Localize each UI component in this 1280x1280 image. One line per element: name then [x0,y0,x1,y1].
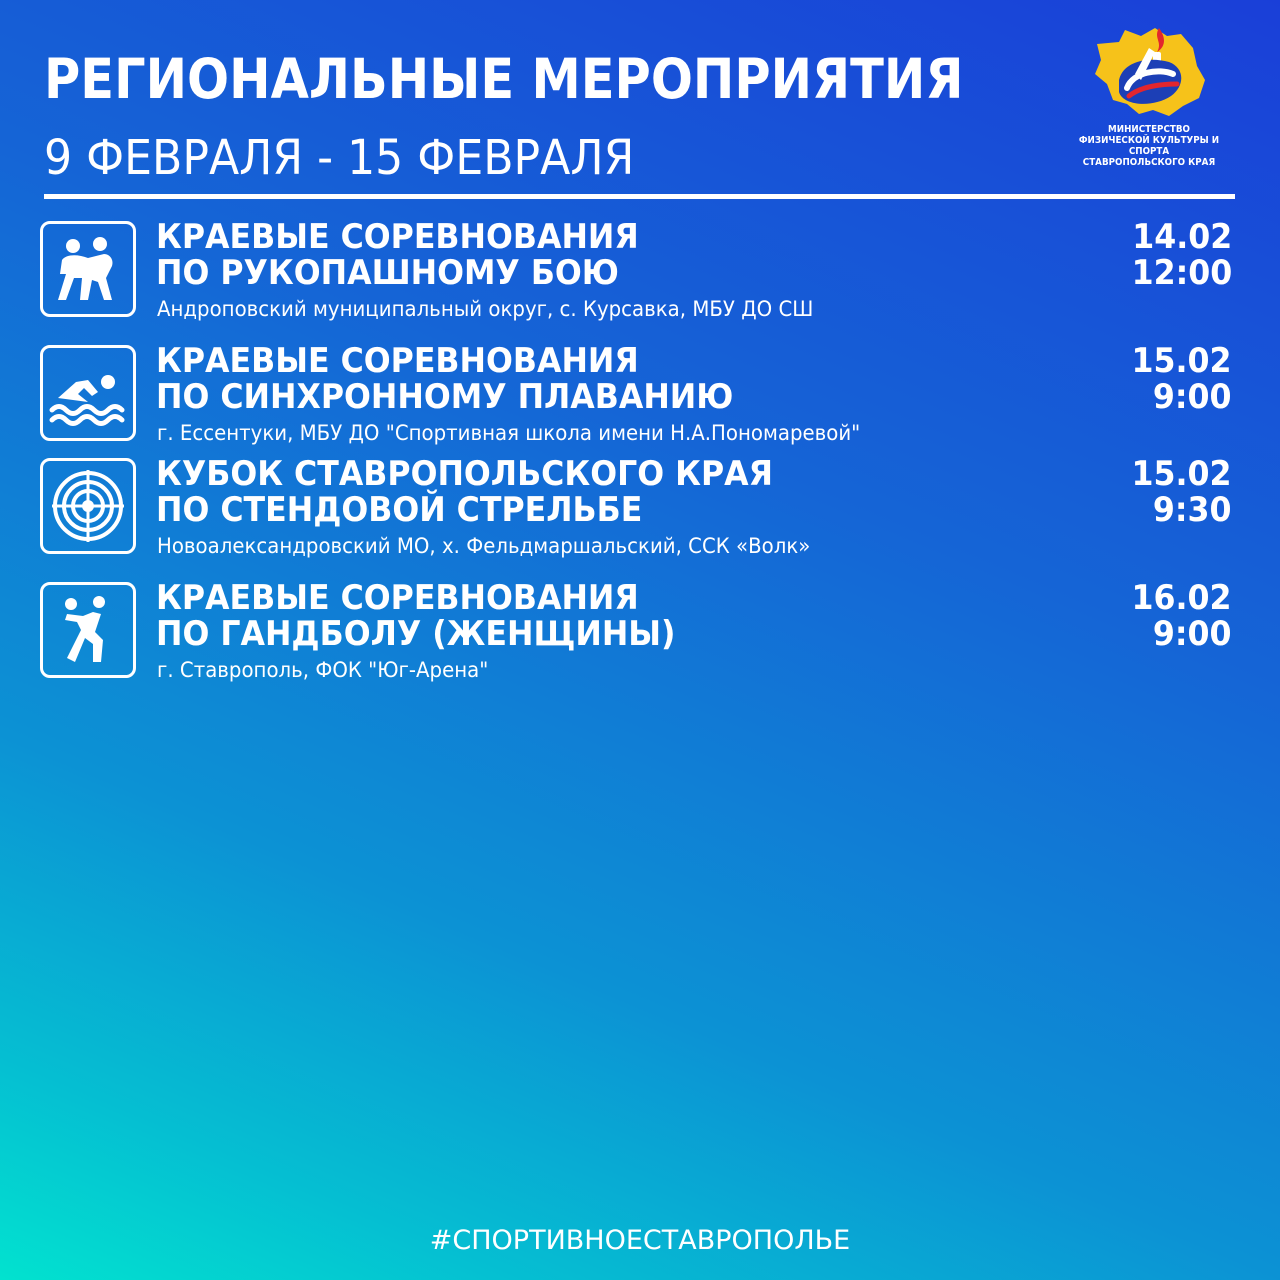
event-date: 15.02 [1131,341,1232,381]
event-title: ПО СИНХРОННОМУ ПЛАВАНИЮ [156,377,734,417]
event-time: 9:00 [1153,614,1232,654]
event-title: КУБОК СТАВРОПОЛЬСКОГО КРАЯ [156,454,773,494]
logo-text-line1: МИНИСТЕРСТВО [1108,124,1190,135]
handball-icon [40,582,136,678]
event-item [40,217,1240,321]
date-range: 9 ФЕВРАЛЯ - 15 ФЕВРАЛЯ [44,130,635,186]
ministry-logo [1058,22,1240,168]
event-date: 16.02 [1131,578,1232,618]
event-place: г. Ставрополь, ФОК "Юг-Арена" [157,658,489,682]
event-time: 9:30 [1153,490,1232,530]
page-title: РЕГИОНАЛЬНЫЕ МЕРОПРИЯТИЯ [44,47,964,111]
header [44,40,1104,186]
event-item [40,341,1240,445]
event-place: г. Ессентуки, МБУ ДО "Спортивная школа имени Н.А.Пономаревой" [157,421,861,445]
event-title: ПО РУКОПАШНОМУ БОЮ [156,253,619,293]
event-item [40,578,1240,682]
hashtag: #СПОРТИВНОЕСТАВРОПОЛЬЕ [429,1225,851,1256]
event-title: ПО СТЕНДОВОЙ СТРЕЛЬБЕ [156,490,643,530]
event-item [40,454,1240,558]
event-title: ПО ГАНДБОЛУ (ЖЕНЩИНЫ) [156,614,676,654]
event-time: 9:00 [1153,377,1232,417]
logo-text-line3: СТАВРОПОЛЬСКОГО КРАЯ [1082,157,1216,168]
logo-text-line2: ФИЗИЧЕСКОЙ КУЛЬТУРЫ И СПОРТА [1078,135,1220,157]
event-place: Новоалександровский МО, х. Фельдмаршальский, ССК «Волк» [157,534,811,558]
event-place: Андроповский муниципальный округ, с. Курсавка, МБУ ДО СШ [157,297,814,321]
shooting-target-icon [40,458,136,554]
header-divider [44,194,1235,199]
event-title: КРАЕВЫЕ СОРЕВНОВАНИЯ [156,341,639,381]
event-date: 14.02 [1131,217,1232,257]
ministry-emblem-icon [1089,22,1209,122]
swimming-icon [40,345,136,441]
event-date: 15.02 [1131,454,1232,494]
wrestling-icon [40,221,136,317]
event-title: КРАЕВЫЕ СОРЕВНОВАНИЯ [156,578,639,618]
event-title: КРАЕВЫЕ СОРЕВНОВАНИЯ [156,217,639,257]
event-time: 12:00 [1131,253,1232,293]
